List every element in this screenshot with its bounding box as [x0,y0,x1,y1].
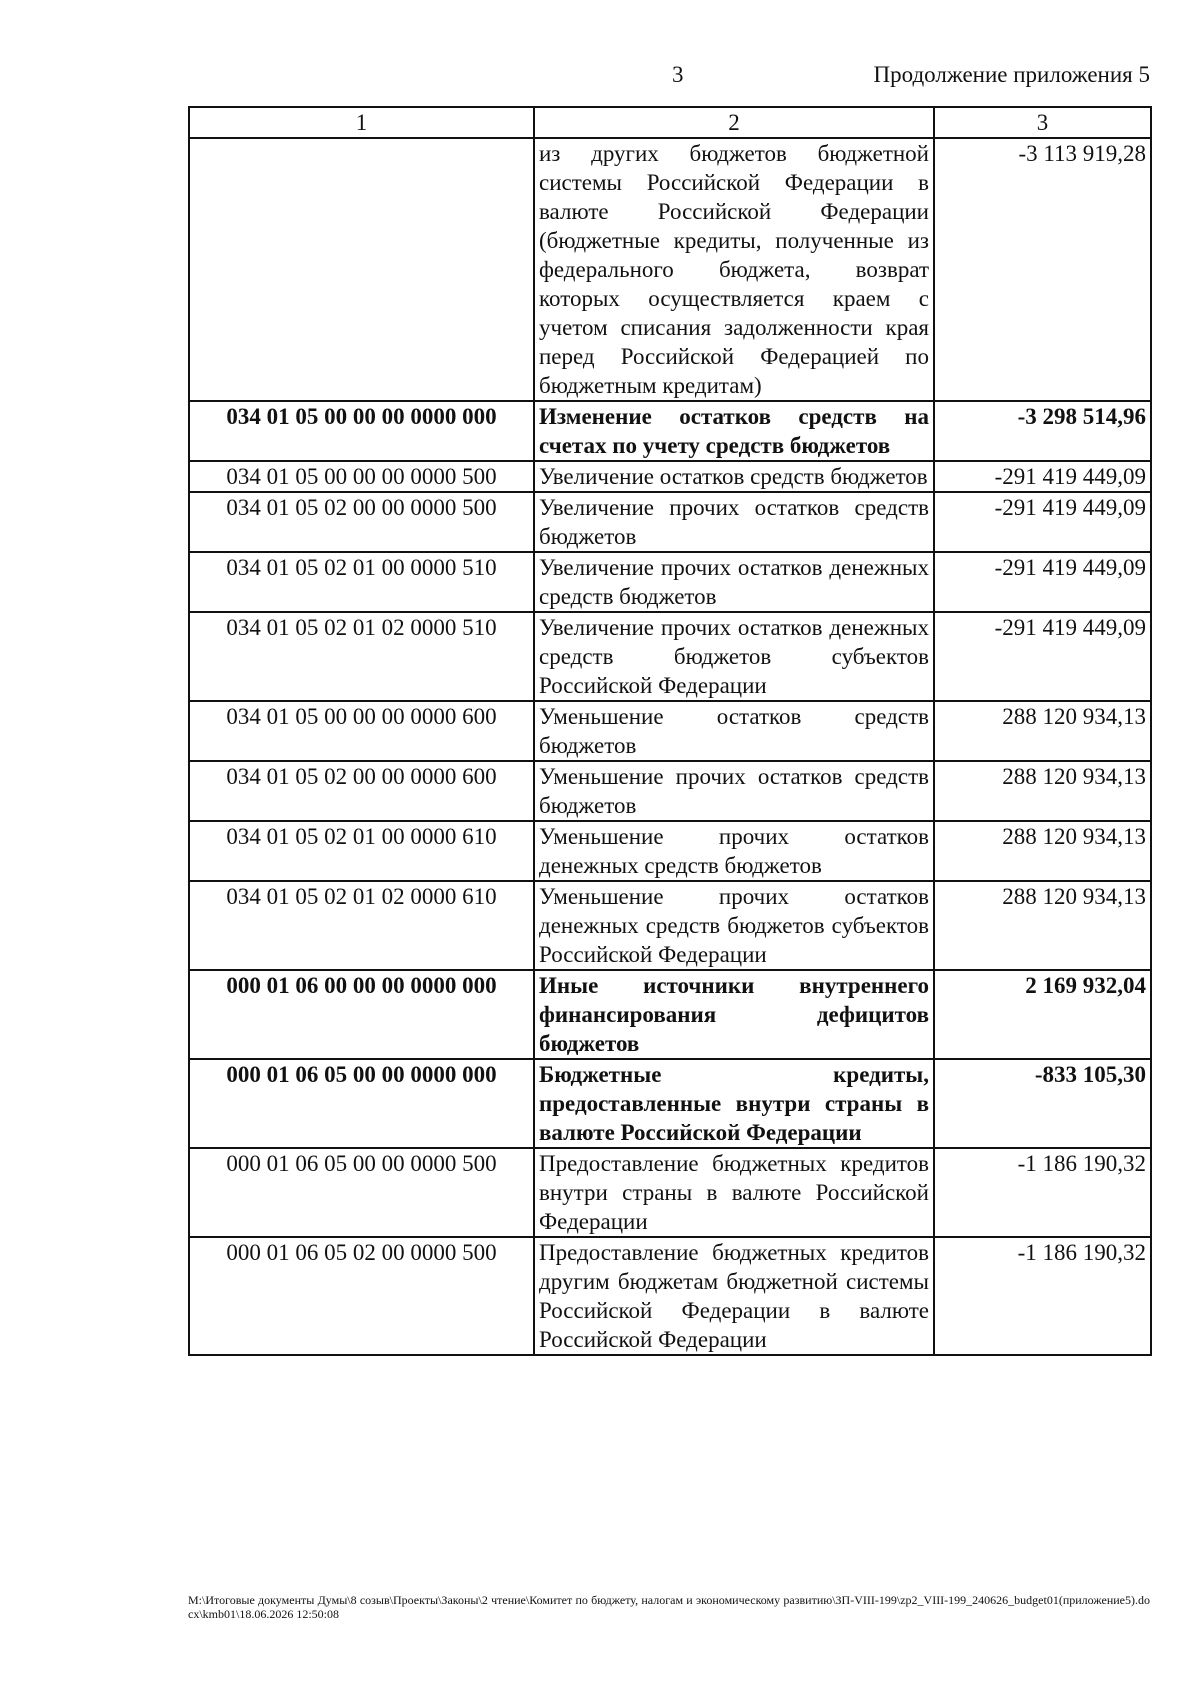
row-code: 000 01 06 05 00 00 0000 500 [189,1148,534,1237]
column-header-1: 1 [189,107,534,138]
table-row [189,970,1151,1059]
row-name: Иные источники внутреннего финансирования дефицитов бюджетов [534,970,934,1059]
row-code: 034 01 05 02 01 02 0000 510 [189,612,534,701]
row-name: Увеличение прочих остатков денежных средств бюджетов [534,552,934,612]
header-row [189,107,1151,138]
table-row [189,1148,1151,1237]
row-amount: -1 186 190,32 [934,1148,1151,1237]
row-code: 034 01 05 02 00 00 0000 500 [189,492,534,552]
table-row [189,401,1151,461]
row-name: Уменьшение прочих остатков денежных средств бюджетов [534,821,934,881]
row-amount: -291 419 449,09 [934,552,1151,612]
table-row [189,1237,1151,1355]
row-amount: -3 298 514,96 [934,401,1151,461]
row-name: Уменьшение остатков средств бюджетов [534,701,934,761]
column-header-3: 3 [934,107,1151,138]
row-amount: 288 120 934,13 [934,821,1151,881]
table-row [189,461,1151,492]
row-name: из других бюджетов бюджетной системы Российской Федерации в валюте Российской Федерации (бюджетные кредиты, полученные из федерального бюджета, возврат которых осуществляется краем с учетом списания задолженности края перед Российской Федерацией по бюджетным кредитам) [534,138,934,401]
row-amount: -291 419 449,09 [934,461,1151,492]
row-code: 000 01 06 00 00 00 0000 000 [189,970,534,1059]
budget-table-body [189,107,1151,1355]
row-name: Увеличение прочих остатков средств бюджетов [534,492,934,552]
appendix-label: Продолжение приложения 5 [873,62,1150,87]
row-name: Бюджетные кредиты, предоставленные внутри страны в валюте Российской Федерации [534,1059,934,1148]
row-amount: -833 105,30 [934,1059,1151,1148]
table-row [189,1059,1151,1148]
row-amount: -291 419 449,09 [934,492,1151,552]
table-row [189,701,1151,761]
row-code: 034 01 05 02 01 00 0000 610 [189,821,534,881]
row-name: Изменение остатков средств на счетах по учету средств бюджетов [534,401,934,461]
row-name: Увеличение остатков средств бюджетов [534,461,934,492]
row-amount: 288 120 934,13 [934,761,1151,821]
row-name: Увеличение прочих остатков денежных средств бюджетов субъектов Российской Федерации [534,612,934,701]
row-name: Предоставление бюджетных кредитов внутри страны в валюте Российской Федерации [534,1148,934,1237]
row-amount: -3 113 919,28 [934,138,1151,401]
row-code: 000 01 06 05 02 00 0000 500 [189,1237,534,1355]
footer-file-path: М:\Итоговые документы Думы\8 созыв\Проекты\Законы\2 чтение\Комитет по бюджету, налогам и экономическому развитию\ЗП-VIII-199\zp2_VIII-199_240626_budget01(приложение5).docx\kmb01\18.06.2026 12:50:08 [188,1593,1150,1621]
table-row [189,612,1151,701]
row-code: 034 01 05 02 00 00 0000 600 [189,761,534,821]
row-code [189,138,534,401]
row-amount: -291 419 449,09 [934,612,1151,701]
table-row [189,138,1151,401]
table-row [189,492,1151,552]
row-amount: -1 186 190,32 [934,1237,1151,1355]
row-name: Уменьшение прочих остатков средств бюджетов [534,761,934,821]
row-amount: 288 120 934,13 [934,701,1151,761]
row-code: 034 01 05 00 00 00 0000 000 [189,401,534,461]
row-code: 034 01 05 00 00 00 0000 600 [189,701,534,761]
table-row [189,552,1151,612]
column-header-2: 2 [534,107,934,138]
row-amount: 2 169 932,04 [934,970,1151,1059]
table-row [189,881,1151,970]
row-name: Уменьшение прочих остатков денежных средств бюджетов субъектов Российской Федерации [534,881,934,970]
table-row [189,821,1151,881]
row-amount: 288 120 934,13 [934,881,1151,970]
row-code: 000 01 06 05 00 00 0000 000 [189,1059,534,1148]
page-number: 3 [672,62,684,87]
row-code: 034 01 05 02 01 00 0000 510 [189,552,534,612]
row-code: 034 01 05 00 00 00 0000 500 [189,461,534,492]
table-row [189,761,1151,821]
row-name: Предоставление бюджетных кредитов другим бюджетам бюджетной системы Российской Федерации в валюте Российской Федерации [534,1237,934,1355]
budget-sources-table [188,106,1152,1356]
row-code: 034 01 05 02 01 02 0000 610 [189,881,534,970]
